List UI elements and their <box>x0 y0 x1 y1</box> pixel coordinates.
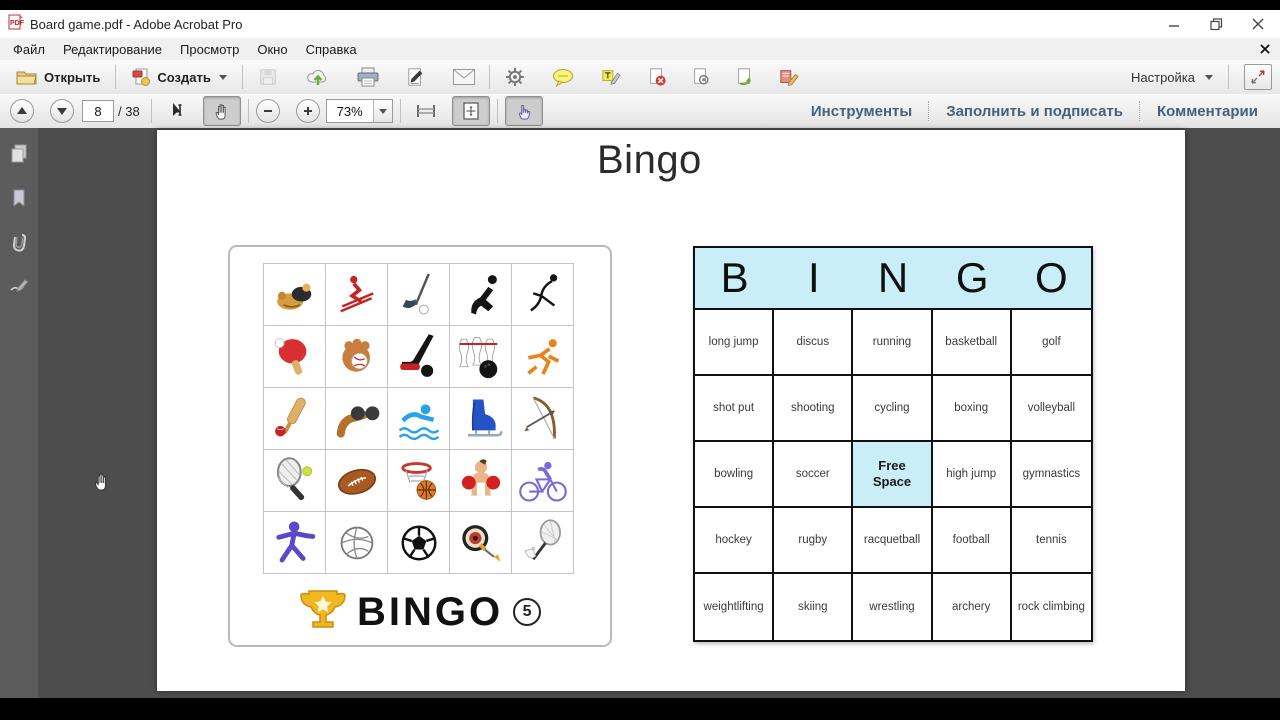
word-cell-golf: golf <box>1012 310 1091 376</box>
tab-comments[interactable]: Комментарии <box>1156 102 1258 120</box>
word-cell-gymnastics: gymnastics <box>1012 442 1091 508</box>
basketball-cell <box>388 450 450 512</box>
fit-page-button[interactable] <box>452 96 490 126</box>
comment-button[interactable] <box>545 63 581 91</box>
table-tennis-cell <box>264 326 326 388</box>
tab-tools[interactable]: Инструменты <box>810 102 913 120</box>
bingo-letter: B <box>720 254 749 301</box>
page-thumbnails-icon[interactable] <box>0 134 38 174</box>
bingo-letter: G <box>955 254 989 301</box>
cycling-icon <box>517 455 569 507</box>
word-cell-shooting: shooting <box>774 376 853 442</box>
create-button[interactable]: Создать <box>123 63 234 91</box>
speech-bubble-icon <box>551 67 575 87</box>
soccer-cell <box>388 512 450 574</box>
zoom-level-control[interactable] <box>326 99 393 123</box>
bowling-icon <box>455 331 507 383</box>
export-button[interactable] <box>727 63 763 91</box>
attachments-icon[interactable] <box>0 222 38 262</box>
swimming-icon <box>393 393 445 445</box>
page-number-input[interactable] <box>82 100 114 122</box>
gymnastics-icon <box>517 269 569 321</box>
plus-icon <box>302 105 314 117</box>
word-cell-racquetball: racquetball <box>853 508 932 574</box>
menu-item[interactable]: Редактирование <box>62 41 162 57</box>
pdf-page <box>157 130 1185 691</box>
zoom-dropdown-caret[interactable] <box>373 100 392 122</box>
navigation-pane-rail <box>0 128 38 698</box>
ice-skating-icon <box>455 393 507 445</box>
cricket-cell <box>264 388 326 450</box>
navigation-toolbar <box>0 94 1280 129</box>
sticky-note-edit-icon <box>778 67 800 87</box>
arrow-down-icon <box>56 105 68 117</box>
archery-icon <box>517 393 569 445</box>
word-cell-football: football <box>933 508 1012 574</box>
word-cell-skiing: skiing <box>774 574 853 640</box>
menu-item[interactable]: Окно <box>257 41 288 57</box>
volleyball-icon <box>331 517 383 569</box>
word-cell-soccer: soccer <box>774 442 853 508</box>
golf-icon <box>393 269 445 321</box>
breakdancing-icon <box>455 269 507 321</box>
share-cloud-button[interactable] <box>300 63 336 91</box>
word-cell-wrestling: wrestling <box>853 574 932 640</box>
bingo-card-word: BINGO <box>356 589 504 634</box>
cycling-cell <box>512 450 574 512</box>
word-cell-archery: archery <box>933 574 1012 640</box>
document-area <box>0 128 1280 698</box>
open-button[interactable]: Открыть <box>8 63 108 91</box>
hand-tool-icon <box>213 101 231 121</box>
hockey-cell <box>388 326 450 388</box>
select-cursor-icon <box>168 101 186 121</box>
word-cell-hockey: hockey <box>695 508 774 574</box>
preferences-button[interactable] <box>497 63 533 91</box>
tennis-icon <box>269 455 321 507</box>
weightlifting-cell <box>326 388 388 450</box>
word-cell-volleyball: volleyball <box>1012 376 1091 442</box>
scrolling-mode-button[interactable] <box>408 97 444 125</box>
word-cell-tennis: tennis <box>1012 508 1091 574</box>
athletics-cell <box>512 326 574 388</box>
bingo-header <box>695 248 1091 310</box>
table-tennis-icon <box>269 331 321 383</box>
certify-button[interactable] <box>683 63 719 91</box>
delete-pages-button[interactable] <box>639 63 675 91</box>
card-number-badge: 5 <box>513 598 541 626</box>
word-cell-long-jump: long jump <box>695 310 774 376</box>
fit-page-icon <box>461 101 481 121</box>
gymnastics-cell <box>512 264 574 326</box>
word-cell-rugby: rugby <box>774 508 853 574</box>
volleyball-cell <box>326 512 388 574</box>
word-cell-cycling: cycling <box>853 376 932 442</box>
word-cell-free-space: Free Space <box>853 442 932 508</box>
badminton-cell <box>512 512 574 574</box>
email-icon <box>452 68 476 86</box>
minimize-icon[interactable] <box>1166 16 1182 32</box>
darts-cell <box>450 512 512 574</box>
trophy-icon <box>299 587 347 637</box>
athletics-icon <box>517 331 569 383</box>
fullscreen-button[interactable] <box>1244 64 1272 90</box>
golf-cell <box>388 264 450 326</box>
skiing-icon <box>331 269 383 321</box>
sign-button[interactable] <box>398 63 434 91</box>
highlight-button[interactable] <box>593 63 629 91</box>
letterbox-bottom <box>0 698 1280 720</box>
next-page-button[interactable] <box>50 99 74 123</box>
expand-arrows-icon <box>1250 69 1266 85</box>
weightlifting-icon <box>331 393 383 445</box>
hand-cursor <box>92 470 112 497</box>
print-button[interactable] <box>350 63 386 91</box>
menu-item[interactable]: Просмотр <box>180 41 240 57</box>
close-icon[interactable] <box>1250 16 1266 32</box>
boxing-icon <box>455 455 507 507</box>
badminton-icon <box>517 517 569 569</box>
tennis-cell <box>264 450 326 512</box>
delete-page-icon <box>646 67 668 87</box>
fit-width-icon <box>416 102 436 120</box>
minus-icon <box>262 105 274 117</box>
soccer-icon <box>393 517 445 569</box>
breakdancing-cell <box>450 264 512 326</box>
rugby-icon <box>331 455 383 507</box>
darts-icon <box>455 517 507 569</box>
baseball-icon <box>331 331 383 383</box>
bookmarks-icon[interactable] <box>0 178 38 218</box>
ice-skating-cell <box>450 388 512 450</box>
martial-arts-cell <box>264 512 326 574</box>
sticky-note-button[interactable] <box>771 63 807 91</box>
letterbox-top <box>0 0 1280 10</box>
page-seal-icon <box>690 67 712 87</box>
tab-fill-sign[interactable]: Заполнить и подписать <box>946 102 1123 120</box>
martial-arts-icon <box>269 517 321 569</box>
gear-icon <box>504 66 526 88</box>
pdf-file-icon <box>8 14 24 35</box>
open-folder-icon <box>16 68 38 86</box>
word-cell-running: running <box>853 310 932 376</box>
baseball-cell <box>326 326 388 388</box>
wrestling-icon <box>269 269 321 321</box>
signatures-icon[interactable] <box>0 266 38 306</box>
cloud-upload-icon <box>306 67 330 87</box>
boxing-cell <box>450 450 512 512</box>
page-count-label: / 38 <box>118 103 140 119</box>
word-cell-shot-put: shot put <box>695 376 774 442</box>
create-pdf-icon <box>131 67 151 87</box>
word-cell-high-jump: high jump <box>933 442 1012 508</box>
wrestling-cell <box>264 264 326 326</box>
word-cell-rock-climbing: rock climbing <box>1017 601 1085 613</box>
basketball-icon <box>393 455 445 507</box>
hand-tool-button[interactable] <box>203 96 241 126</box>
touch-pointer-icon <box>515 101 533 121</box>
zoom-in-button[interactable] <box>296 99 320 123</box>
svg-text:PDF: PDF <box>10 19 24 27</box>
bingo-letter: N <box>877 254 909 301</box>
bingo-letter: O <box>1035 254 1068 301</box>
main-toolbar <box>0 60 1280 95</box>
window-title: Board game.pdf - Adobe Acrobat Pro <box>30 16 243 32</box>
menu-bar <box>0 38 1280 61</box>
rugby-cell <box>326 450 388 512</box>
export-page-icon <box>734 67 756 87</box>
highlighter-icon <box>600 67 622 87</box>
zoom-out-button[interactable] <box>256 99 280 123</box>
email-button[interactable] <box>446 63 482 91</box>
page-title: Bingo <box>597 138 702 182</box>
settings-caret <box>1205 75 1213 80</box>
printer-icon <box>356 67 380 87</box>
hockey-icon <box>393 331 445 383</box>
zoom-level-value: 73% <box>336 103 363 119</box>
word-cell-bowling: bowling <box>695 442 774 508</box>
word-bingo-card <box>693 246 1093 642</box>
select-tool-button[interactable] <box>159 97 195 125</box>
arrow-up-icon <box>16 105 28 117</box>
word-cell-basketball: basketball <box>933 310 1012 376</box>
archery-cell <box>512 388 574 450</box>
title-bar <box>0 10 1280 39</box>
bingo-letter: I <box>807 254 820 301</box>
word-cell-discus: discus <box>774 310 853 376</box>
menu-item[interactable]: Справка <box>305 41 357 57</box>
save-button[interactable] <box>250 63 286 91</box>
close-document-icon[interactable] <box>1260 38 1270 60</box>
sign-document-icon <box>405 67 427 87</box>
word-cell-boxing: boxing <box>933 376 1012 442</box>
create-dropdown-caret <box>219 75 227 80</box>
restore-icon[interactable] <box>1208 16 1224 32</box>
touch-mode-button[interactable] <box>505 96 543 126</box>
word-cell-weightlifting: weightlifting <box>695 574 774 640</box>
cricket-icon <box>269 393 321 445</box>
picture-bingo-card <box>228 245 612 647</box>
swimming-cell <box>388 388 450 450</box>
menu-item[interactable]: Файл <box>13 41 45 57</box>
settings-label[interactable]: Настройка <box>1131 69 1195 85</box>
bowling-cell <box>450 326 512 388</box>
previous-page-button[interactable] <box>10 99 34 123</box>
skiing-cell <box>326 264 388 326</box>
save-icon <box>258 67 278 87</box>
